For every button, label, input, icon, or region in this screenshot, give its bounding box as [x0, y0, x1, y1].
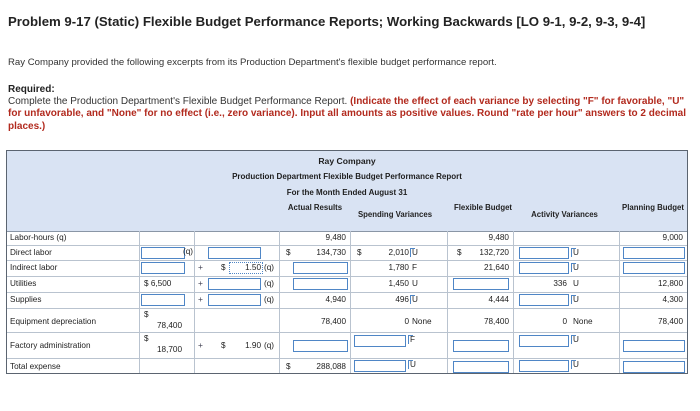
total-flexible-input[interactable]	[453, 361, 509, 373]
factory-admin-planning-input[interactable]	[623, 340, 685, 352]
col-flexible-budget: Flexible Budget	[453, 203, 513, 212]
direct-labor-fixed-input[interactable]	[141, 247, 185, 259]
col-planning-budget: Planning Budget	[622, 203, 684, 212]
equipment-planning: 78,400	[657, 317, 683, 326]
equipment-fixed-value: 78,400	[157, 321, 183, 330]
plus-sign: +	[198, 340, 203, 350]
equipment-activity-effect[interactable]: None	[573, 317, 593, 326]
required-label: Required:	[8, 84, 55, 95]
row-label-total-expense: Total expense	[10, 362, 61, 371]
required-text	[8, 96, 692, 133]
company-name: Ray Company	[318, 156, 376, 166]
indirect-labor-flexible: 21,640	[483, 263, 509, 272]
total-actual: 288,088	[316, 362, 346, 371]
utilities-spend-effect[interactable]: U	[412, 279, 418, 288]
equipment-activity: 0	[562, 317, 567, 326]
supplies-activity-effect[interactable]: U	[573, 295, 579, 304]
factory-admin-spend-input[interactable]	[354, 335, 406, 347]
equipment-actual: 78,400	[320, 317, 346, 326]
direct-labor-actual: 134,730	[316, 248, 346, 257]
supplies-spend: 496	[395, 295, 409, 304]
utilities-rate-q: (q)	[264, 279, 275, 288]
plus-sign: +	[198, 294, 203, 304]
direct-labor-rate-input[interactable]	[208, 247, 261, 259]
plus-sign: +	[198, 262, 203, 272]
report-title: Production Department Flexible Budget Performance Report	[232, 172, 462, 181]
row-label-utilities: Utilities	[10, 279, 37, 288]
indirect-labor-rate-value: 1.50	[245, 263, 261, 272]
factory-admin-activity-input[interactable]	[519, 335, 569, 347]
indirect-labor-spend-effect[interactable]: F	[412, 263, 418, 272]
indirect-labor-rate-q: (q)	[264, 263, 275, 272]
row-label-supplies: Supplies	[10, 295, 42, 304]
supplies-rate-q: (q)	[264, 295, 275, 304]
supplies-spend-effect[interactable]: U	[412, 295, 418, 304]
total-spend-effect[interactable]: U	[410, 360, 416, 369]
supplies-fixed-input[interactable]	[141, 294, 185, 306]
total-planning-input[interactable]	[623, 361, 685, 373]
row-label-equipment-depreciation: Equipment depreciation	[10, 317, 97, 326]
total-activity-effect[interactable]: U	[573, 360, 579, 369]
col-activity-variances: Activity Variances	[531, 210, 598, 219]
factory-admin-spend-effect[interactable]: F	[410, 335, 416, 344]
equipment-fixed-dollar: $	[144, 310, 149, 319]
required-main: Complete the Production Department's Flexible Budget Performance Report.	[8, 96, 348, 107]
utilities-activity-effect[interactable]: U	[573, 279, 579, 288]
utilities-flexible-input[interactable]	[453, 278, 509, 290]
factory-admin-rate-q: (q)	[264, 341, 275, 350]
total-activity-input[interactable]	[519, 360, 569, 372]
direct-labor-flex-dollar: $	[457, 248, 462, 257]
direct-labor-planning-input[interactable]	[623, 247, 685, 259]
direct-labor-flexible: 132,720	[479, 248, 509, 257]
supplies-activity-input[interactable]	[519, 294, 569, 306]
row-label-labor-hours: Labor-hours (q)	[10, 233, 67, 242]
indirect-labor-activity-effect[interactable]: U	[573, 263, 579, 272]
factory-admin-activity-effect[interactable]: U	[573, 335, 579, 344]
utilities-actual-input[interactable]	[293, 278, 348, 290]
supplies-planning: 4,300	[662, 295, 683, 304]
total-spend-input[interactable]	[354, 360, 406, 372]
problem-title: Problem 9-17 (Static) Flexible Budget Performance Reports; Working Backwards [LO 9-1, 9-2, 9-3, 9-4]	[8, 14, 646, 29]
factory-admin-rate-value: 1.90	[245, 341, 261, 350]
intro-text: Ray Company provided the following excerpts from its Production Department's flexible budget performance report.	[8, 57, 497, 68]
direct-labor-activity-input[interactable]	[519, 247, 569, 259]
utilities-spend: 1,450	[388, 279, 409, 288]
report-period: For the Month Ended August 31	[286, 188, 408, 197]
factory-admin-rate-dollar: $	[221, 341, 226, 350]
supplies-flexible: 4,444	[488, 295, 509, 304]
planning-labor-hours: 9,000	[662, 233, 683, 242]
performance-report-table	[6, 150, 688, 374]
factory-admin-fixed-value: 18,700	[157, 345, 183, 354]
indirect-labor-spend: 1,780	[388, 263, 409, 272]
supplies-rate-input[interactable]	[208, 294, 261, 306]
equipment-spend: 0	[404, 317, 409, 326]
plus-sign: +	[198, 278, 203, 288]
actual-labor-hours: 9,480	[325, 233, 346, 242]
row-label-direct-labor: Direct labor	[10, 248, 52, 257]
direct-labor-activity-effect[interactable]: U	[573, 248, 579, 257]
factory-admin-actual-input[interactable]	[293, 340, 348, 352]
direct-labor-q-mark: (q)	[183, 247, 194, 256]
indirect-labor-activity-input[interactable]	[519, 262, 569, 274]
required-instruction: (Indicate the effect of each variance by selecting "F" for favorable, "U" for unfavorable, and "None" for no effect (i.e., zero variance). Input all amounts as positive values. Round "rate per hour" answers to 2 decimal places.)	[8, 96, 687, 132]
indirect-labor-fixed-input[interactable]	[141, 262, 185, 274]
indirect-labor-actual-input[interactable]	[293, 262, 348, 274]
factory-admin-fixed-dollar: $	[144, 334, 149, 343]
col-spending-variances: Spending Variances	[357, 210, 433, 219]
direct-labor-spend-effect[interactable]: U	[412, 248, 418, 257]
direct-labor-spend-dollar: $	[357, 248, 362, 257]
utilities-activity: 336	[553, 279, 567, 288]
indirect-labor-rate-dollar: $	[221, 263, 226, 272]
row-label-indirect-labor: Indirect labor	[10, 263, 58, 272]
direct-labor-spend: 2,010	[388, 248, 409, 257]
flexible-labor-hours: 9,480	[488, 233, 509, 242]
factory-admin-flexible-input[interactable]	[453, 340, 509, 352]
equipment-spend-effect[interactable]: None	[412, 317, 432, 326]
col-actual-results: Actual Results	[287, 203, 343, 212]
utilities-fixed-value: $ 6,500	[144, 279, 172, 288]
row-label-factory-administration: Factory administration	[10, 341, 91, 350]
indirect-labor-planning-input[interactable]	[623, 262, 685, 274]
supplies-actual: 4,940	[325, 295, 346, 304]
direct-labor-actual-dollar: $	[286, 248, 291, 257]
utilities-planning: 12,800	[657, 279, 683, 288]
utilities-rate-input[interactable]	[208, 278, 261, 290]
total-actual-dollar: $	[286, 362, 291, 371]
equipment-flexible: 78,400	[483, 317, 509, 326]
